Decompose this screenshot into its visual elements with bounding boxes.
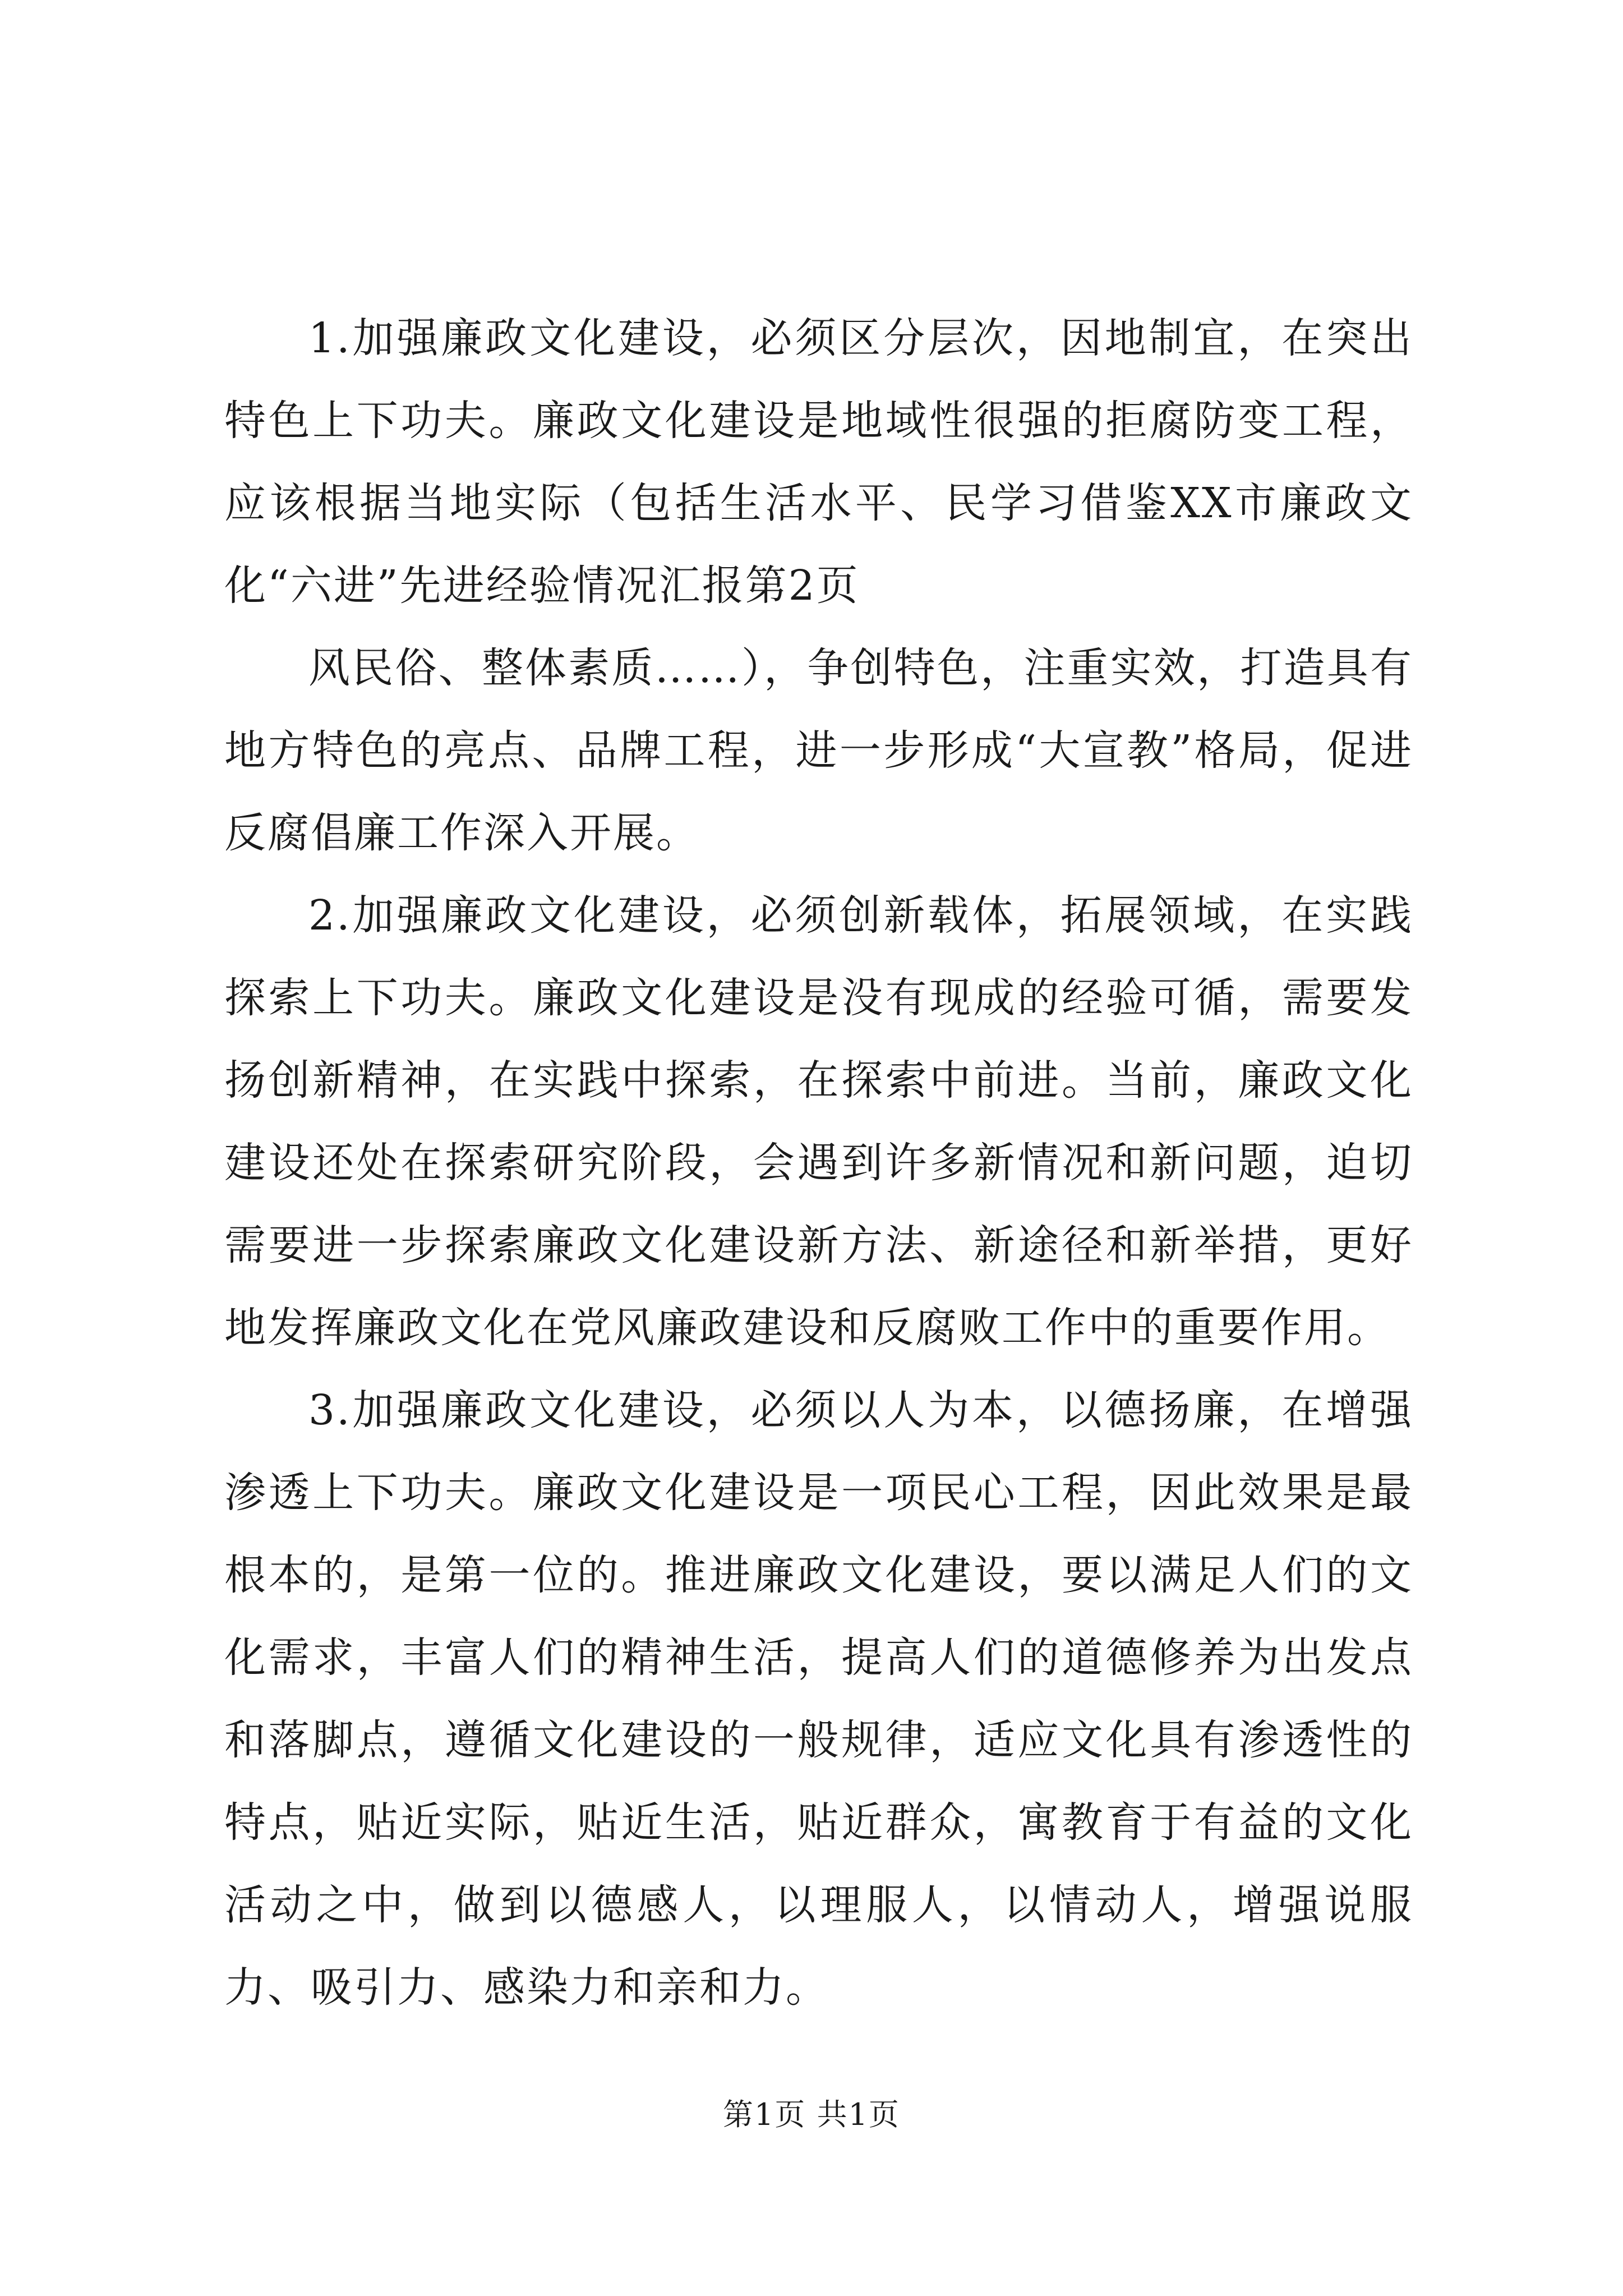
- page-footer: 第1页 共1页: [723, 2097, 900, 2132]
- document-body: [224, 297, 1413, 2029]
- paragraph-3: 2.加强廉政文化建设，必须创新载体，拓展领域，在实践探索上下功夫。廉政文化建设是没有现成的经验可循，需要发扬创新精神，在实践中探索，在探索中前进。当前，廉政文化建设还处在探索研究阶段，会遇到许多新情况和新问题，迫切需要进一步探索廉政文化建设新方法、新途径和新举措，更好地发挥廉政文化在党风廉政建设和反腐败工作中的重要作用。: [224, 891, 1413, 1352]
- paragraph-4: 3.加强廉政文化建设，必须以人为本，以德扬廉，在增强渗透上下功夫。廉政文化建设是一项民心工程，因此效果是最根本的，是第一位的。推进廉政文化建设，要以满足人们的文化需求，丰富人们的精神生活，提高人们的道德修养为出发点和落脚点，遵循文化建设的一般规律，适应文化具有渗透性的特点，贴近实际，贴近生活，贴近群众，寓教育于有益的文化活动之中，做到以德感人，以理服人，以情动人，增强说服力、吸引力、感染力和亲和力。: [224, 1386, 1413, 2012]
- paragraph-2: 风民俗、整体素质……），争创特色，注重实效，打造具有地方特色的亮点、品牌工程，进一步形成“大宣教”格局，促进反腐倡廉工作深入开展。: [224, 644, 1413, 857]
- paragraph-1: 1.加强廉政文化建设，必须区分层次，因地制宜，在突出特色上下功夫。廉政文化建设是地域性很强的拒腐防变工程，应该根据当地实际（包括生活水平、民学习借鉴XX市廉政文化“六进”先进经验情况汇报第2页: [224, 314, 1413, 610]
